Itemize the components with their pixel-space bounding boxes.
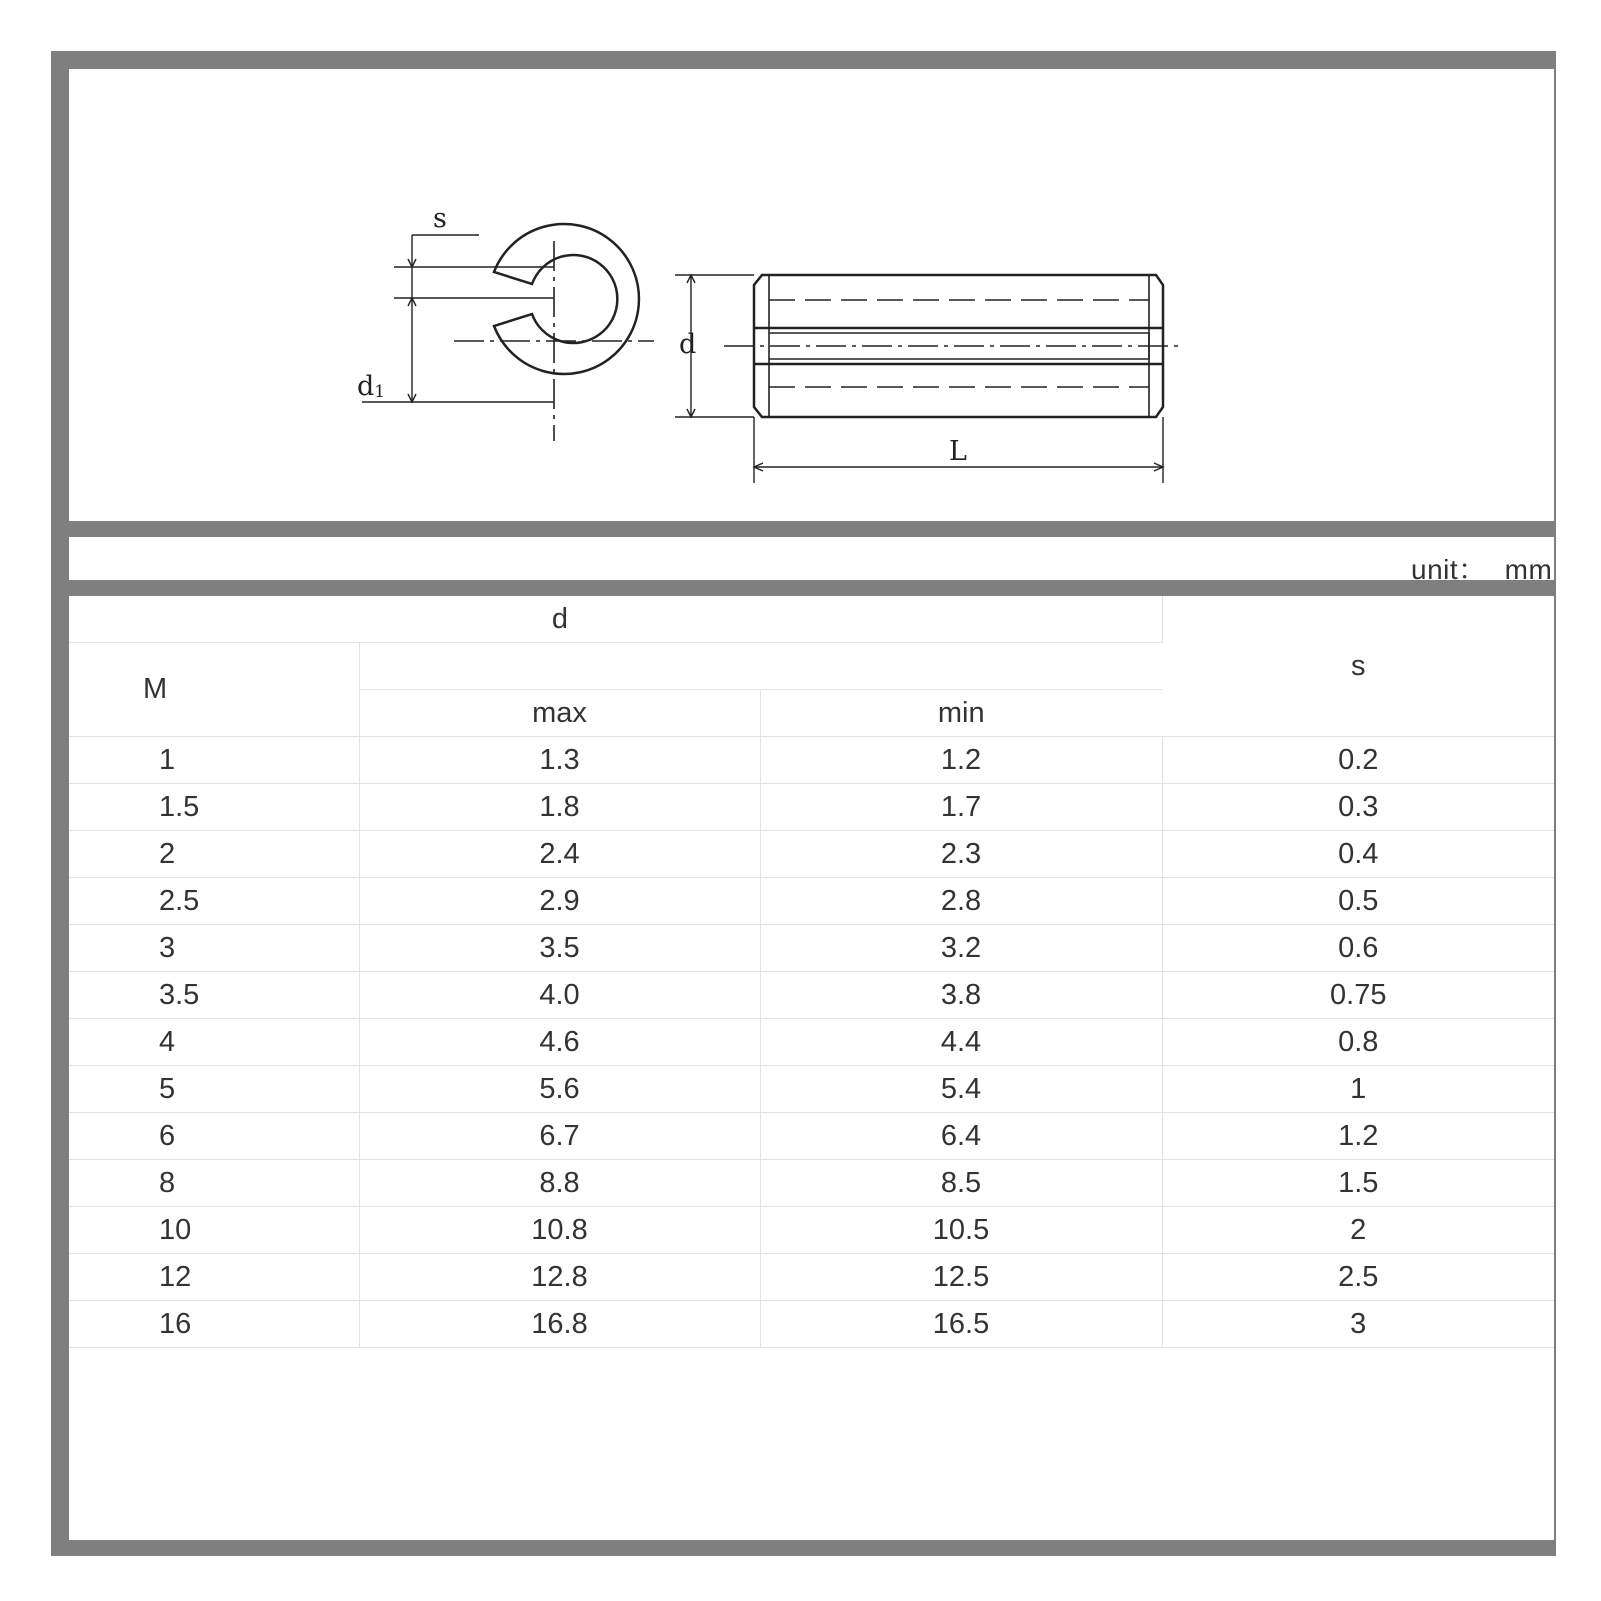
cell-max: 16.8 bbox=[359, 1301, 760, 1348]
cell-s: 3 bbox=[1162, 1301, 1554, 1348]
cell-max: 8.8 bbox=[359, 1160, 760, 1207]
cell-m: 3.5 bbox=[69, 972, 359, 1019]
table-row bbox=[69, 1066, 1554, 1113]
end-view-dimensions bbox=[362, 235, 554, 402]
cell-m: 4 bbox=[69, 1019, 359, 1066]
cell-s: 0.75 bbox=[1162, 972, 1554, 1019]
cell-max: 5.6 bbox=[359, 1066, 760, 1113]
cell-m: 8 bbox=[69, 1160, 359, 1207]
header-d-group-cell bbox=[69, 596, 1162, 643]
table-row bbox=[69, 1113, 1554, 1160]
unit-value: mm bbox=[1504, 554, 1553, 580]
cell-s: 0.5 bbox=[1162, 878, 1554, 925]
s-label: s bbox=[433, 203, 447, 234]
cell-max: 4.0 bbox=[359, 972, 760, 1019]
side-view-dimensions bbox=[675, 275, 1163, 483]
cell-m: 10 bbox=[69, 1207, 359, 1254]
spec-table-body bbox=[69, 737, 1554, 1348]
cell-m: 16 bbox=[69, 1301, 359, 1348]
cell-s: 1 bbox=[1162, 1066, 1554, 1113]
unit-panel bbox=[69, 537, 1554, 580]
header-min: min bbox=[760, 690, 1162, 737]
cell-m: 5 bbox=[69, 1066, 359, 1113]
cell-min: 2.3 bbox=[760, 831, 1162, 878]
table-row bbox=[69, 737, 1554, 784]
cell-min: 6.4 bbox=[760, 1113, 1162, 1160]
side-view-hidden-lines bbox=[724, 300, 1184, 387]
header-s: s bbox=[1162, 596, 1554, 737]
unit-caption bbox=[1411, 548, 1552, 580]
cell-s: 1.5 bbox=[1162, 1160, 1554, 1207]
end-view bbox=[494, 224, 639, 374]
drawing-panel bbox=[69, 69, 1554, 521]
cell-min: 3.8 bbox=[760, 972, 1162, 1019]
cell-s: 2.5 bbox=[1162, 1254, 1554, 1301]
cell-min: 4.4 bbox=[760, 1019, 1162, 1066]
cell-min: 2.8 bbox=[760, 878, 1162, 925]
cell-s: 0.8 bbox=[1162, 1019, 1554, 1066]
split-ring-shape bbox=[494, 224, 639, 374]
d-label: d bbox=[679, 329, 697, 360]
L-label: L bbox=[949, 436, 967, 467]
cell-max: 10.8 bbox=[359, 1207, 760, 1254]
cell-min: 3.2 bbox=[760, 925, 1162, 972]
cell-min: 12.5 bbox=[760, 1254, 1162, 1301]
table-row bbox=[69, 831, 1554, 878]
header-spacer bbox=[359, 643, 1162, 690]
cell-m: 2.5 bbox=[69, 878, 359, 925]
cell-m: 6 bbox=[69, 1113, 359, 1160]
table-row bbox=[69, 1207, 1554, 1254]
cell-m: 3 bbox=[69, 925, 359, 972]
spring-pin-drawing bbox=[69, 69, 1554, 521]
end-view-centerlines bbox=[454, 241, 654, 441]
cell-m: 1 bbox=[69, 737, 359, 784]
cell-m: 12 bbox=[69, 1254, 359, 1301]
header-max: max bbox=[359, 690, 760, 737]
cell-s: 0.6 bbox=[1162, 925, 1554, 972]
cell-s: 2 bbox=[1162, 1207, 1554, 1254]
cell-max: 4.6 bbox=[359, 1019, 760, 1066]
header-row-group bbox=[69, 596, 1554, 643]
cell-min: 10.5 bbox=[760, 1207, 1162, 1254]
cell-max: 6.7 bbox=[359, 1113, 760, 1160]
table-row bbox=[69, 1301, 1554, 1348]
cell-min: 1.7 bbox=[760, 784, 1162, 831]
cell-max: 12.8 bbox=[359, 1254, 760, 1301]
cell-m: 2 bbox=[69, 831, 359, 878]
cell-max: 3.5 bbox=[359, 925, 760, 972]
cell-m: 1.5 bbox=[69, 784, 359, 831]
cell-max: 1.3 bbox=[359, 737, 760, 784]
table-row bbox=[69, 1160, 1554, 1207]
spec-table bbox=[69, 596, 1554, 1348]
header-m: M bbox=[69, 643, 359, 737]
cell-max: 1.8 bbox=[359, 784, 760, 831]
table-row bbox=[69, 925, 1554, 972]
cell-max: 2.9 bbox=[359, 878, 760, 925]
cell-min: 5.4 bbox=[760, 1066, 1162, 1113]
cell-s: 1.2 bbox=[1162, 1113, 1554, 1160]
table-row bbox=[69, 878, 1554, 925]
header-d-group: d bbox=[551, 602, 569, 635]
cell-min: 8.5 bbox=[760, 1160, 1162, 1207]
table-row bbox=[69, 972, 1554, 1019]
table-row bbox=[69, 1019, 1554, 1066]
d1-label: d1 bbox=[357, 371, 386, 402]
cell-s: 0.2 bbox=[1162, 737, 1554, 784]
cell-s: 0.3 bbox=[1162, 784, 1554, 831]
cell-min: 16.5 bbox=[760, 1301, 1162, 1348]
cell-s: 0.4 bbox=[1162, 831, 1554, 878]
table-row bbox=[69, 1254, 1554, 1301]
unit-label: unit： bbox=[1411, 554, 1487, 580]
table-row bbox=[69, 784, 1554, 831]
cell-max: 2.4 bbox=[359, 831, 760, 878]
cell-min: 1.2 bbox=[760, 737, 1162, 784]
table-panel bbox=[69, 596, 1554, 1540]
